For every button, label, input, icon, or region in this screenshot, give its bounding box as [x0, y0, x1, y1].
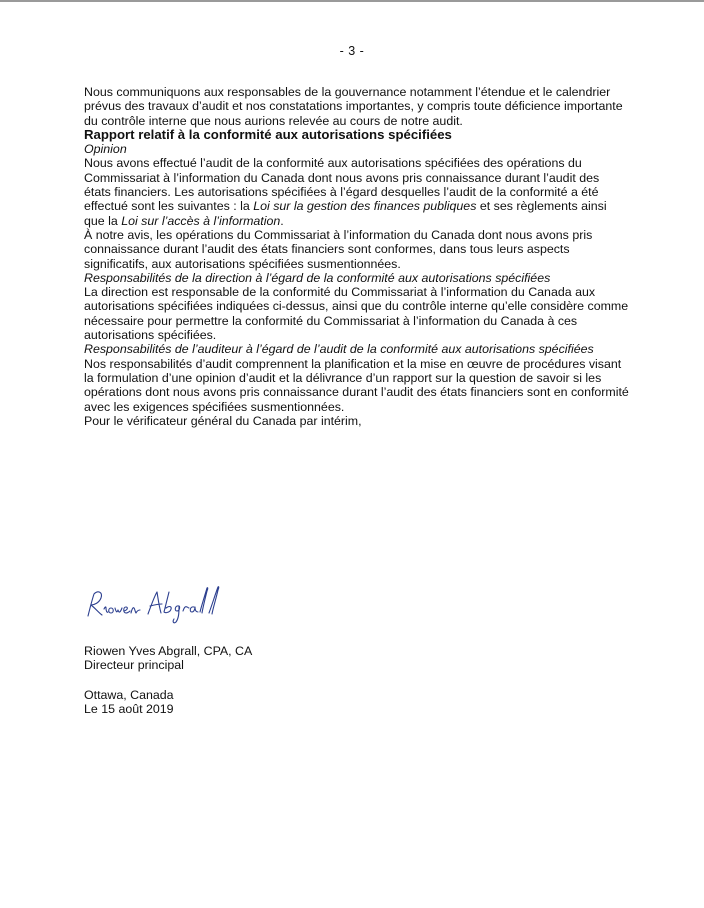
- management-responsibilities-paragraph: La direction est responsable de la conformité du Commissariat à l’information du Canada aux autorisations spécifiées indiquées ci-dessus, ainsi que du contrôle interne qu’elle considère comme nécessaire pour permettre la conformité du Commissariat à l’information du Canada à ces autorisations spécifiées.: [84, 285, 629, 343]
- page-number: - 3 -: [339, 44, 365, 58]
- date: Le 15 août 2019: [84, 702, 174, 717]
- opinion-paragraph: À notre avis, les opérations du Commissariat à l’information du Canada dont nous avons pris connaissance durant l’audit des états financiers sont conformes, dans tous leurs aspects significatifs, aux autorisations spécifiées susmentionnées.: [84, 227, 593, 271]
- audit-scope-text-end: .: [280, 213, 284, 228]
- section-heading: Rapport relatif à la conformité aux autorisations spécifiées: [84, 126, 452, 142]
- closing-line: Pour le vérificateur général du Canada par intérim,: [84, 413, 362, 428]
- governance-paragraph: Nous communiquons aux responsables de la gouvernance notamment l’étendue et le calendrier prévus des travaux d’audit et nos constatations importantes, y compris toute déficience importante du contrôle interne que nous aurions relevée au cours de notre audit.: [84, 85, 623, 128]
- signer-block: [84, 644, 252, 673]
- management-responsibilities-heading: Responsabilités de la direction à l’égard de la conformité aux autorisations spécifiées: [84, 270, 551, 285]
- law-access-information: Loi sur l’accès à l’information: [121, 213, 281, 228]
- handwritten-signature: [84, 582, 244, 628]
- law-public-finances: Loi sur la gestion des finances publiques: [253, 199, 477, 214]
- auditor-responsibilities-paragraph: Nos responsabilités d’audit comprennent la planification et la mise en œuvre de procédures visant la formulation d’une opinion d’audit et la délivrance d’un rapport sur la question de savoir si les opérations dont nous avons pris connaissance durant l’audit des états financiers sont en conformité avec les exigences spécifiées susmentionnées.: [84, 356, 629, 414]
- audit-scope-text-2: et ses règlements ainsi que la: [84, 199, 607, 228]
- audit-scope-text-1: Nous avons effectué l’audit de la conformité aux autorisations spécifiées des opérations du Commissariat à l’information du Canada dont nous avons pris connaissance durant l’audit des états financiers. Les autorisations spécifiées à l’égard desquelles l’audit de la conformité a été effectué sont les suivantes : la: [84, 156, 600, 214]
- document-body: [84, 85, 629, 428]
- place-date-block: [84, 688, 174, 717]
- audit-scope-paragraph: [84, 156, 629, 227]
- auditor-responsibilities-heading: Responsabilités de l’auditeur à l’égard de l’audit de la conformité aux autorisations spécifiées: [84, 342, 594, 357]
- place: Ottawa, Canada: [84, 688, 174, 702]
- signer-title: Directeur principal: [84, 658, 184, 673]
- top-border: [0, 0, 704, 2]
- signer-name: Riowen Yves Abgrall, CPA, CA: [84, 644, 253, 658]
- opinion-label: Opinion: [84, 142, 127, 157]
